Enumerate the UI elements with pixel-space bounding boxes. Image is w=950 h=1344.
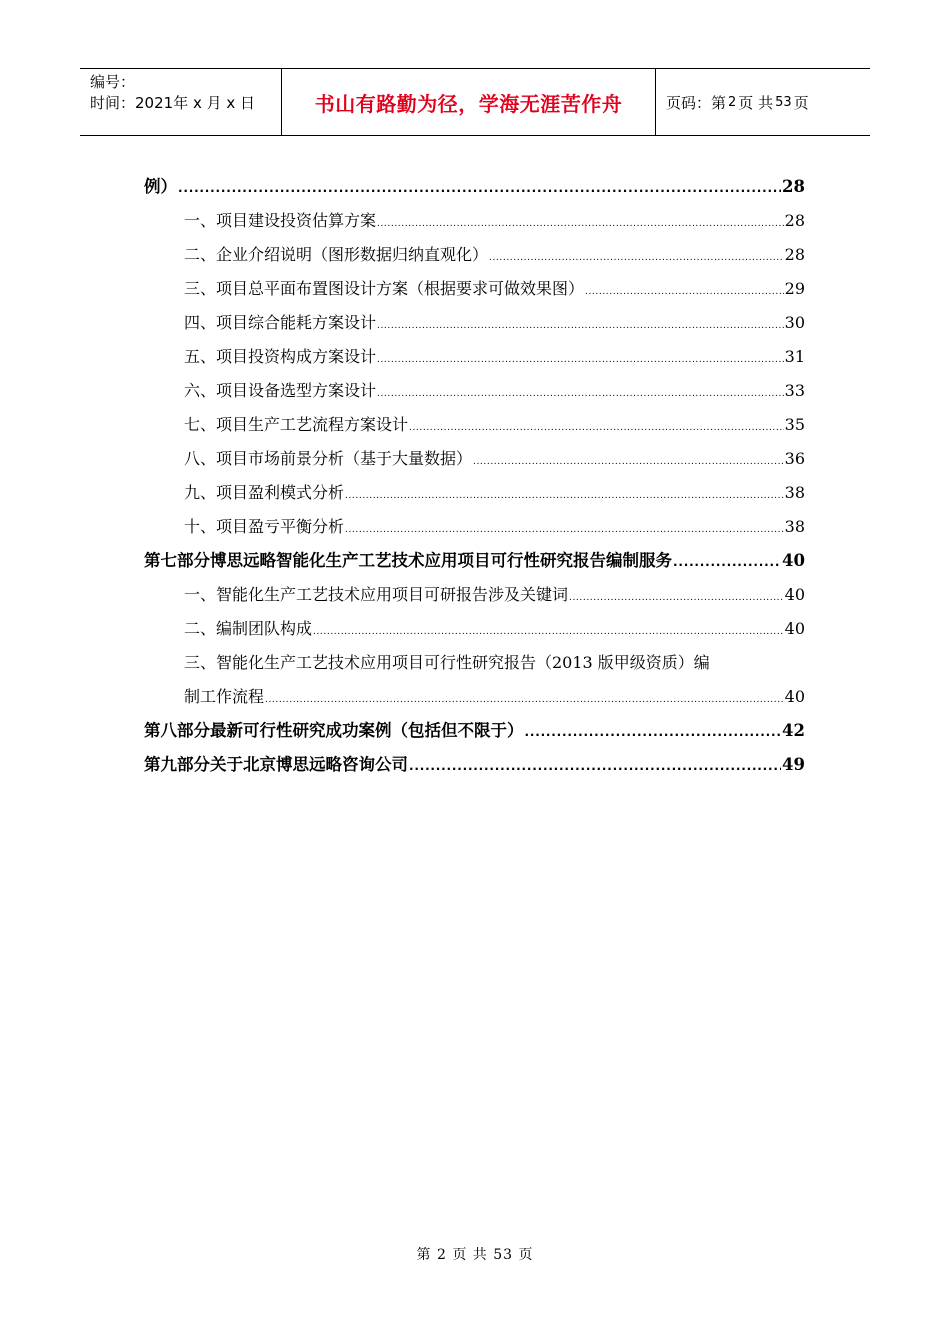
toc-leader-dots (409, 749, 781, 783)
page-current: 2 (728, 94, 737, 110)
toc-entry-page: 49 (782, 755, 805, 774)
toc-entry[interactable] (144, 714, 805, 748)
toc-entry[interactable] (184, 204, 805, 238)
toc-entry-page: 28 (782, 177, 805, 196)
toc-entry-title: 六、项目设备选型方案设计 (184, 381, 377, 400)
toc-leader-dots (569, 581, 784, 615)
toc-entry-title: 三、项目总平面布置图设计方案（根据要求可做效果图） (184, 279, 585, 298)
footer-mid: 页 共 (452, 1247, 488, 1263)
toc-entry-page: 28 (784, 211, 805, 230)
toc-leader-dots (377, 309, 784, 343)
toc-entry-page: 30 (784, 313, 805, 332)
footer-current-page: 2 (436, 1247, 447, 1263)
toc-entry-page: 42 (782, 721, 805, 740)
page-header (80, 68, 870, 136)
toc-leader-dots (345, 513, 784, 547)
toc-entry[interactable] (184, 272, 805, 306)
toc-entry-title: 第九部分关于北京博思远略咨询公司 (144, 755, 408, 774)
time-label: 时间： (90, 94, 136, 112)
toc-entry[interactable] (184, 306, 805, 340)
toc-leader-dots (473, 445, 784, 479)
header-page-info (656, 69, 870, 135)
toc-leader-dots (377, 343, 784, 377)
toc-entry-title: 第七部分博思远略智能化生产工艺技术应用项目可行性研究报告编制服务 (144, 551, 672, 570)
toc-leader-dots (377, 377, 784, 411)
page-prefix: 页码：第 (666, 93, 727, 112)
toc-entry-title: 七、项目生产工艺流程方案设计 (184, 415, 409, 434)
toc-entry[interactable] (184, 476, 805, 510)
header-meta (80, 69, 282, 135)
toc-entry-page: 40 (784, 619, 805, 638)
toc-entry-page: 40 (784, 585, 805, 604)
footer-suffix: 页 (518, 1247, 534, 1263)
toc-entry-title: 九、项目盈利模式分析 (184, 483, 345, 502)
toc-entry-title: 第八部分最新可行性研究成功案例（包括但不限于） (144, 721, 524, 740)
toc-entry-page: 36 (784, 449, 805, 468)
toc-leader-dots (313, 615, 784, 649)
toc-leader-dots (409, 411, 784, 445)
toc-entry-title: 五、项目投资构成方案设计 (184, 347, 377, 366)
toc-entry-title: 例） (144, 177, 177, 196)
toc-entry-page: 40 (782, 551, 805, 570)
toc-leader-dots (673, 545, 781, 579)
toc-entry-page: 35 (784, 415, 805, 434)
toc-entry-page: 40 (784, 687, 805, 706)
toc-leader-dots (525, 715, 782, 749)
toc-entry-page: 38 (784, 517, 805, 536)
toc-entry-page: 38 (784, 483, 805, 502)
toc-leader-dots (345, 479, 784, 513)
toc-entry-title: 一、智能化生产工艺技术应用项目可研报告涉及关键词 (184, 585, 569, 604)
toc-entry-wrapped-line[interactable]: 三、智能化生产工艺技术应用项目可行性研究报告（2013 版甲级资质）编 (184, 653, 710, 672)
toc-entry-title: 制工作流程 (184, 687, 265, 706)
toc-entry-page: 28 (784, 245, 805, 264)
header-motto: 书山有路勤为径，学海无涯苦作舟 (282, 69, 656, 135)
toc-leader-dots (377, 207, 784, 241)
document-number-label: 编号： (90, 73, 136, 91)
toc-entry-title: 十、项目盈亏平衡分析 (184, 517, 345, 536)
toc-entry[interactable] (184, 374, 805, 408)
toc-leader-dots (489, 241, 784, 275)
document-date (90, 93, 281, 114)
toc-entry[interactable] (144, 544, 805, 578)
page-total: 53 (775, 94, 792, 110)
page-mid: 页 共 (738, 93, 774, 112)
toc-entry[interactable] (184, 340, 805, 374)
toc-entry-title: 二、企业介绍说明（图形数据归纳直观化） (184, 245, 489, 264)
toc-entry[interactable] (144, 748, 805, 782)
toc-entry[interactable] (184, 510, 805, 544)
toc-leader-dots (585, 275, 784, 309)
toc-entry-page: 31 (784, 347, 805, 366)
toc-entry[interactable] (184, 238, 805, 272)
toc-entry-page: 29 (784, 279, 805, 298)
toc-entry[interactable] (184, 578, 805, 612)
toc-entry[interactable] (184, 680, 805, 714)
toc-entry-title: 一、项目建设投资估算方案 (184, 211, 377, 230)
footer-prefix: 第 (416, 1247, 432, 1263)
toc-entry-title: 二、编制团队构成 (184, 619, 313, 638)
footer-total-pages: 53 (493, 1247, 514, 1263)
toc-entry[interactable] (184, 408, 805, 442)
toc-entry-page: 33 (784, 381, 805, 400)
toc-leader-dots (265, 683, 784, 717)
toc-entry[interactable] (184, 612, 805, 646)
page-suffix: 页 (793, 93, 809, 112)
page-footer (0, 1244, 950, 1264)
toc-entry-title: 八、项目市场前景分析（基于大量数据） (184, 449, 473, 468)
toc-entry-title: 四、项目综合能耗方案设计 (184, 313, 377, 332)
toc-leader-dots (178, 171, 781, 205)
date-year: 2021 (135, 94, 174, 112)
date-rest: 年 x 月 x 日 (173, 94, 256, 112)
toc-entry[interactable] (144, 170, 805, 204)
toc-entry[interactable] (184, 442, 805, 476)
